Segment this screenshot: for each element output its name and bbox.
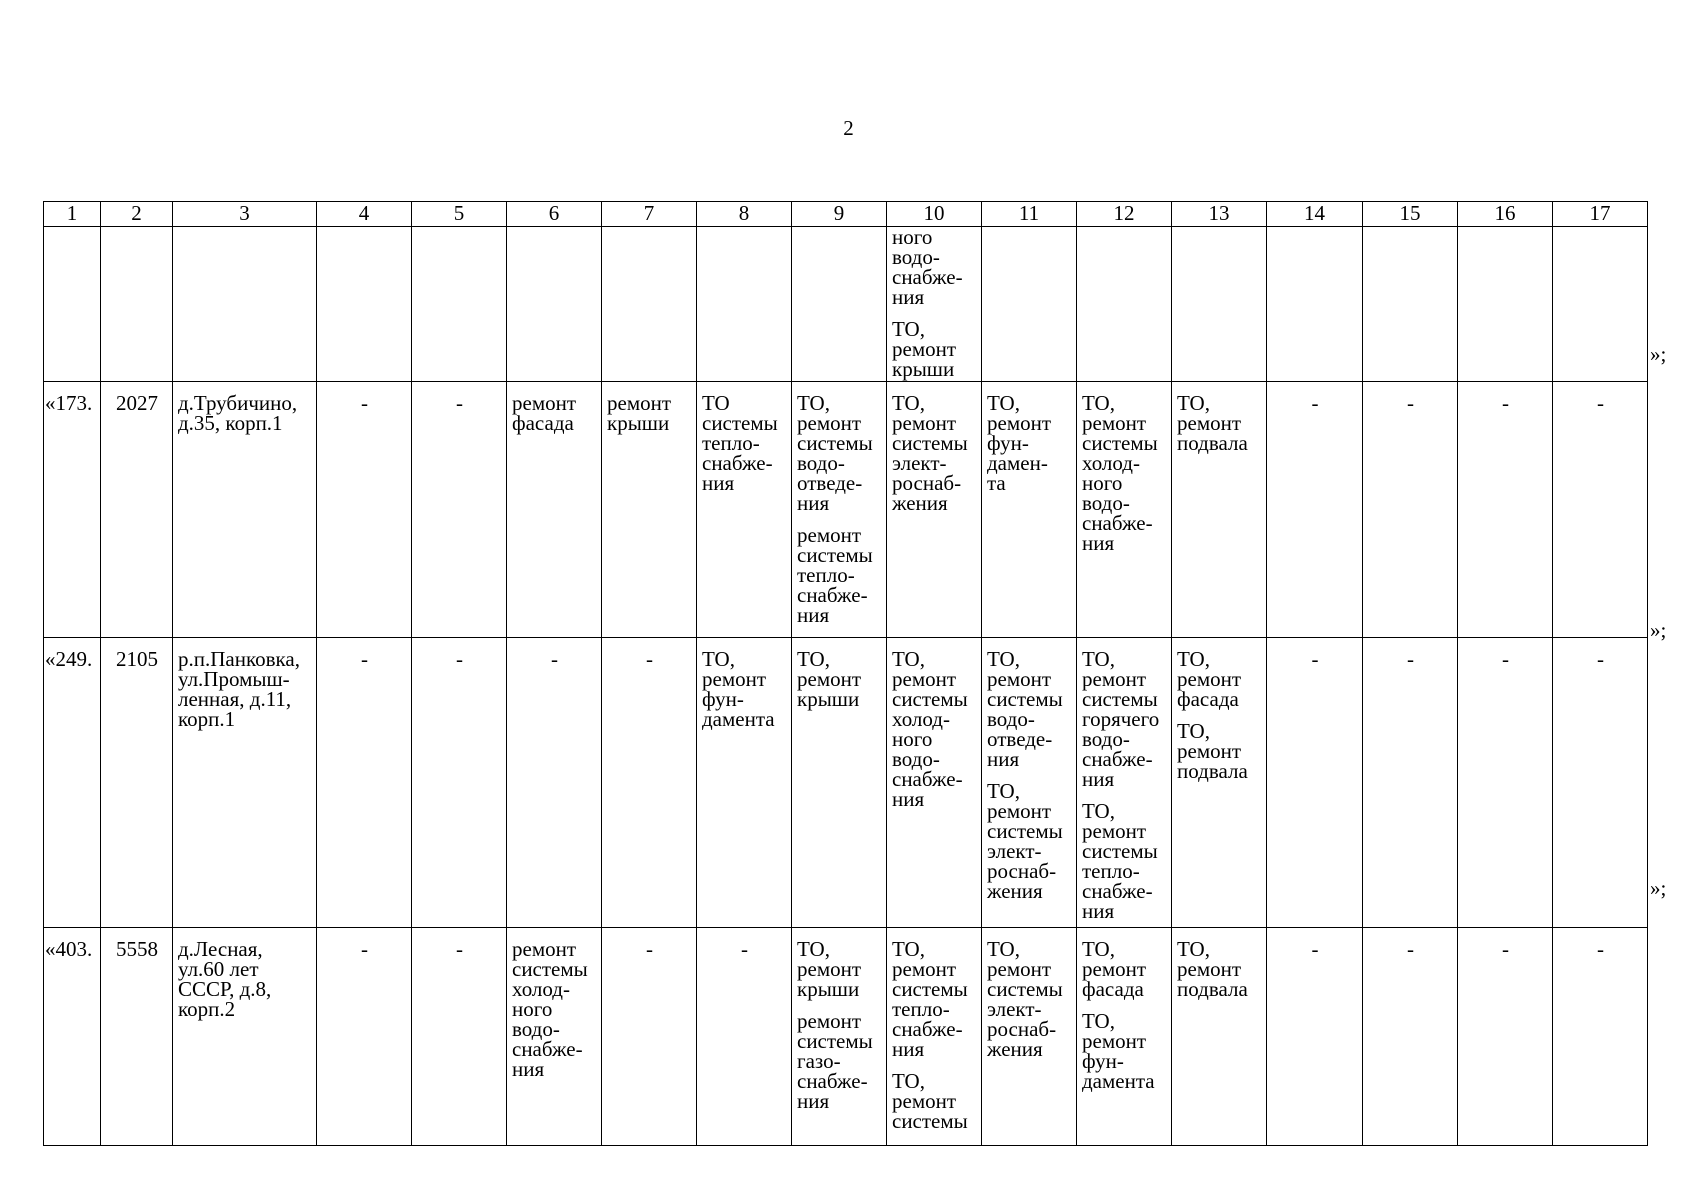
- table-cell: [101, 638, 173, 928]
- table-cell: [1077, 928, 1172, 1146]
- table-cell: [887, 227, 982, 382]
- column-number-cell: 14: [1267, 202, 1363, 227]
- cell-text: ТО, ремонт системы элект- роснаб- жения: [987, 779, 1063, 903]
- cell-text: -: [646, 647, 653, 671]
- table-cell: [1363, 382, 1458, 638]
- cell-text: -: [1311, 391, 1319, 415]
- column-number-cell: 3: [173, 202, 317, 227]
- table-cell: [507, 227, 602, 382]
- table-cell: [1267, 928, 1363, 1146]
- table-row: [44, 928, 1648, 1146]
- cell-text: -: [1597, 647, 1604, 671]
- table-row: [44, 382, 1648, 638]
- cell-text: ТО, ремонт системы тепло- снабже- ния: [892, 937, 968, 1061]
- table-cell: [1172, 928, 1267, 1146]
- cell-text: -: [1407, 937, 1414, 961]
- table-cell: [1172, 382, 1267, 638]
- column-number-cell: 8: [697, 202, 792, 227]
- cell-text: -: [551, 647, 558, 671]
- cell-text: р.п.Панковка, ул.Промыш- ленная, д.11, корп.1: [178, 647, 300, 731]
- table-cell: [602, 227, 697, 382]
- column-number-cell: 13: [1172, 202, 1267, 227]
- cell-text: ТО, ремонт подвала: [1177, 719, 1248, 783]
- table-cell: [1363, 638, 1458, 928]
- table-cell: [1077, 638, 1172, 928]
- cell-text: ТО, ремонт фун- дамен- та: [987, 391, 1052, 495]
- column-number-cell: 11: [982, 202, 1077, 227]
- column-number-cell: 16: [1458, 202, 1553, 227]
- table-cell: [1458, 638, 1553, 928]
- table-cell: [602, 928, 697, 1146]
- column-number-cell: 15: [1363, 202, 1458, 227]
- table-cell: [1458, 382, 1553, 638]
- cell-text: ТО, ремонт системы водо- отведе- ния: [987, 647, 1063, 771]
- table-cell: [1077, 227, 1172, 382]
- cell-text: -: [1597, 937, 1604, 961]
- table-cell: [1458, 227, 1553, 382]
- table-cell: [44, 382, 101, 638]
- table-cell: [1363, 227, 1458, 382]
- table-cell: [412, 227, 507, 382]
- cell-text: 5558: [116, 937, 158, 961]
- cell-text: ТО, ремонт системы элект- роснаб- жения: [987, 937, 1063, 1061]
- cell-text: ТО, ремонт подвала: [1177, 937, 1248, 1001]
- cell-text: ТО, ремонт фасада: [1082, 937, 1147, 1001]
- cell-text: -: [1407, 391, 1414, 415]
- table-cell: [173, 928, 317, 1146]
- table-cell: [792, 382, 887, 638]
- column-number-cell: 12: [1077, 202, 1172, 227]
- table-cell: [982, 227, 1077, 382]
- cell-text: -: [361, 937, 368, 961]
- table-cell: [697, 227, 792, 382]
- cell-text: -: [456, 647, 463, 671]
- cell-text: -: [1407, 647, 1414, 671]
- table-cell: [1553, 638, 1648, 928]
- column-number-cell: 4: [317, 202, 412, 227]
- cell-text: -: [456, 391, 463, 415]
- table-cell: [101, 227, 173, 382]
- page-number: 2: [843, 116, 854, 140]
- cell-text: ТО, ремонт системы водо- отведе- ния: [797, 391, 873, 515]
- table-cell: [1172, 638, 1267, 928]
- table-cell: [507, 928, 602, 1146]
- cell-text: ремонт крыши: [607, 391, 672, 435]
- cell-text: -: [456, 937, 463, 961]
- cell-text: ТО, ремонт фун- дамента: [702, 647, 775, 731]
- cell-text: ТО, ремонт фун- дамента: [1082, 1009, 1155, 1093]
- cell-text: ТО системы тепло- снабже- ния: [702, 391, 778, 495]
- table-cell: [317, 382, 412, 638]
- cell-text: ремонт системы тепло- снабже- ния: [797, 523, 873, 627]
- cell-text: -: [1502, 937, 1509, 961]
- cell-text: «249.: [45, 647, 93, 671]
- table-cell: [1077, 382, 1172, 638]
- table-cell: [982, 638, 1077, 928]
- table-cell: [887, 382, 982, 638]
- table-cell: [887, 638, 982, 928]
- table-cell: [1267, 382, 1363, 638]
- table-cell: [697, 928, 792, 1146]
- cell-text: ТО, ремонт системы тепло- снабже- ния: [1082, 799, 1158, 923]
- table-cell: [317, 638, 412, 928]
- cell-text: ТО, ремонт крыши: [892, 317, 957, 381]
- table-cell: [1172, 227, 1267, 382]
- cell-text: д.Лесная, ул.60 лет СССР, д.8, корп.2: [178, 937, 272, 1021]
- cell-text: ного водо- снабже- ния: [892, 225, 963, 309]
- cell-text: ТО, ремонт системы: [892, 1069, 968, 1133]
- cell-text: ТО, ремонт крыши: [797, 647, 862, 711]
- cell-text: ремонт системы газо- снабже- ния: [797, 1009, 873, 1113]
- cell-text: ТО, ремонт системы холод- ного водо- снабже- ния: [892, 647, 968, 811]
- table-cell: [44, 638, 101, 928]
- table-cell: [697, 638, 792, 928]
- row-closing-quote: »;: [1650, 342, 1667, 366]
- table-cell: [44, 227, 101, 382]
- table-cell: [412, 382, 507, 638]
- cell-text: -: [1311, 647, 1319, 671]
- table-cell: [1267, 638, 1363, 928]
- column-number-cell: 7: [602, 202, 697, 227]
- table-cell: [1553, 928, 1648, 1146]
- table-cell: [697, 382, 792, 638]
- table-cell: [101, 382, 173, 638]
- cell-text: -: [646, 937, 653, 961]
- table-cell: [412, 638, 507, 928]
- cell-text: «403.: [45, 937, 93, 961]
- table-cell: [173, 382, 317, 638]
- works-schedule-table: [43, 201, 1648, 1146]
- column-number-cell: 6: [507, 202, 602, 227]
- row-closing-quote: »;: [1650, 876, 1667, 900]
- table-cell: [1267, 227, 1363, 382]
- table-cell: [101, 928, 173, 1146]
- table-cell: [982, 382, 1077, 638]
- table-cell: [792, 928, 887, 1146]
- table-cell: [982, 928, 1077, 1146]
- table-row: [44, 638, 1648, 928]
- column-number-cell: 17: [1553, 202, 1648, 227]
- cell-text: -: [361, 391, 368, 415]
- cell-text: ТО, ремонт системы холод- ного водо- снабже- ния: [1082, 391, 1158, 555]
- column-number-cell: 10: [887, 202, 982, 227]
- cell-text: -: [1502, 647, 1509, 671]
- cell-text: ТО, ремонт системы элект- роснаб- жения: [892, 391, 968, 515]
- column-number-cell: 5: [412, 202, 507, 227]
- cell-text: «173.: [45, 391, 93, 415]
- table-cell: [317, 227, 412, 382]
- table-cell: [44, 928, 101, 1146]
- table-cell: [602, 638, 697, 928]
- cell-text: 2027: [116, 391, 158, 415]
- column-number-cell: 9: [792, 202, 887, 227]
- cell-text: -: [1311, 937, 1319, 961]
- table-cell: [1458, 928, 1553, 1146]
- cell-text: 2105: [116, 647, 158, 671]
- cell-text: ТО, ремонт фасада: [1177, 647, 1242, 711]
- cell-text: -: [1502, 391, 1509, 415]
- cell-text: ТО, ремонт подвала: [1177, 391, 1248, 455]
- cell-text: ремонт фасада: [512, 391, 577, 435]
- row-closing-quote: »;: [1650, 618, 1667, 642]
- table-cell: [507, 382, 602, 638]
- cell-text: -: [361, 647, 368, 671]
- cell-text: ТО, ремонт системы горячего водо- снабже- ния: [1082, 647, 1160, 791]
- column-number-cell: 2: [101, 202, 173, 227]
- column-number-header-row: [44, 202, 1648, 227]
- column-number-cell: 1: [44, 202, 101, 227]
- table-cell: [1553, 227, 1648, 382]
- table-cell: [507, 638, 602, 928]
- table-cell: [887, 928, 982, 1146]
- table-cell: [792, 227, 887, 382]
- cell-text: ТО, ремонт крыши: [797, 937, 862, 1001]
- table-cell: [792, 638, 887, 928]
- cell-text: д.Трубичино, д.35, корп.1: [178, 391, 298, 435]
- table-cell: [173, 227, 317, 382]
- table-cell: [412, 928, 507, 1146]
- table-cell: [602, 382, 697, 638]
- cell-text: ремонт системы холод- ного водо- снабже- ния: [512, 937, 588, 1081]
- table-cell: [317, 928, 412, 1146]
- table-cell: [173, 638, 317, 928]
- cell-text: -: [1597, 391, 1604, 415]
- table-cell: [1553, 382, 1648, 638]
- cell-text: -: [741, 937, 748, 961]
- table-cell: [1363, 928, 1458, 1146]
- table-row: [44, 227, 1648, 382]
